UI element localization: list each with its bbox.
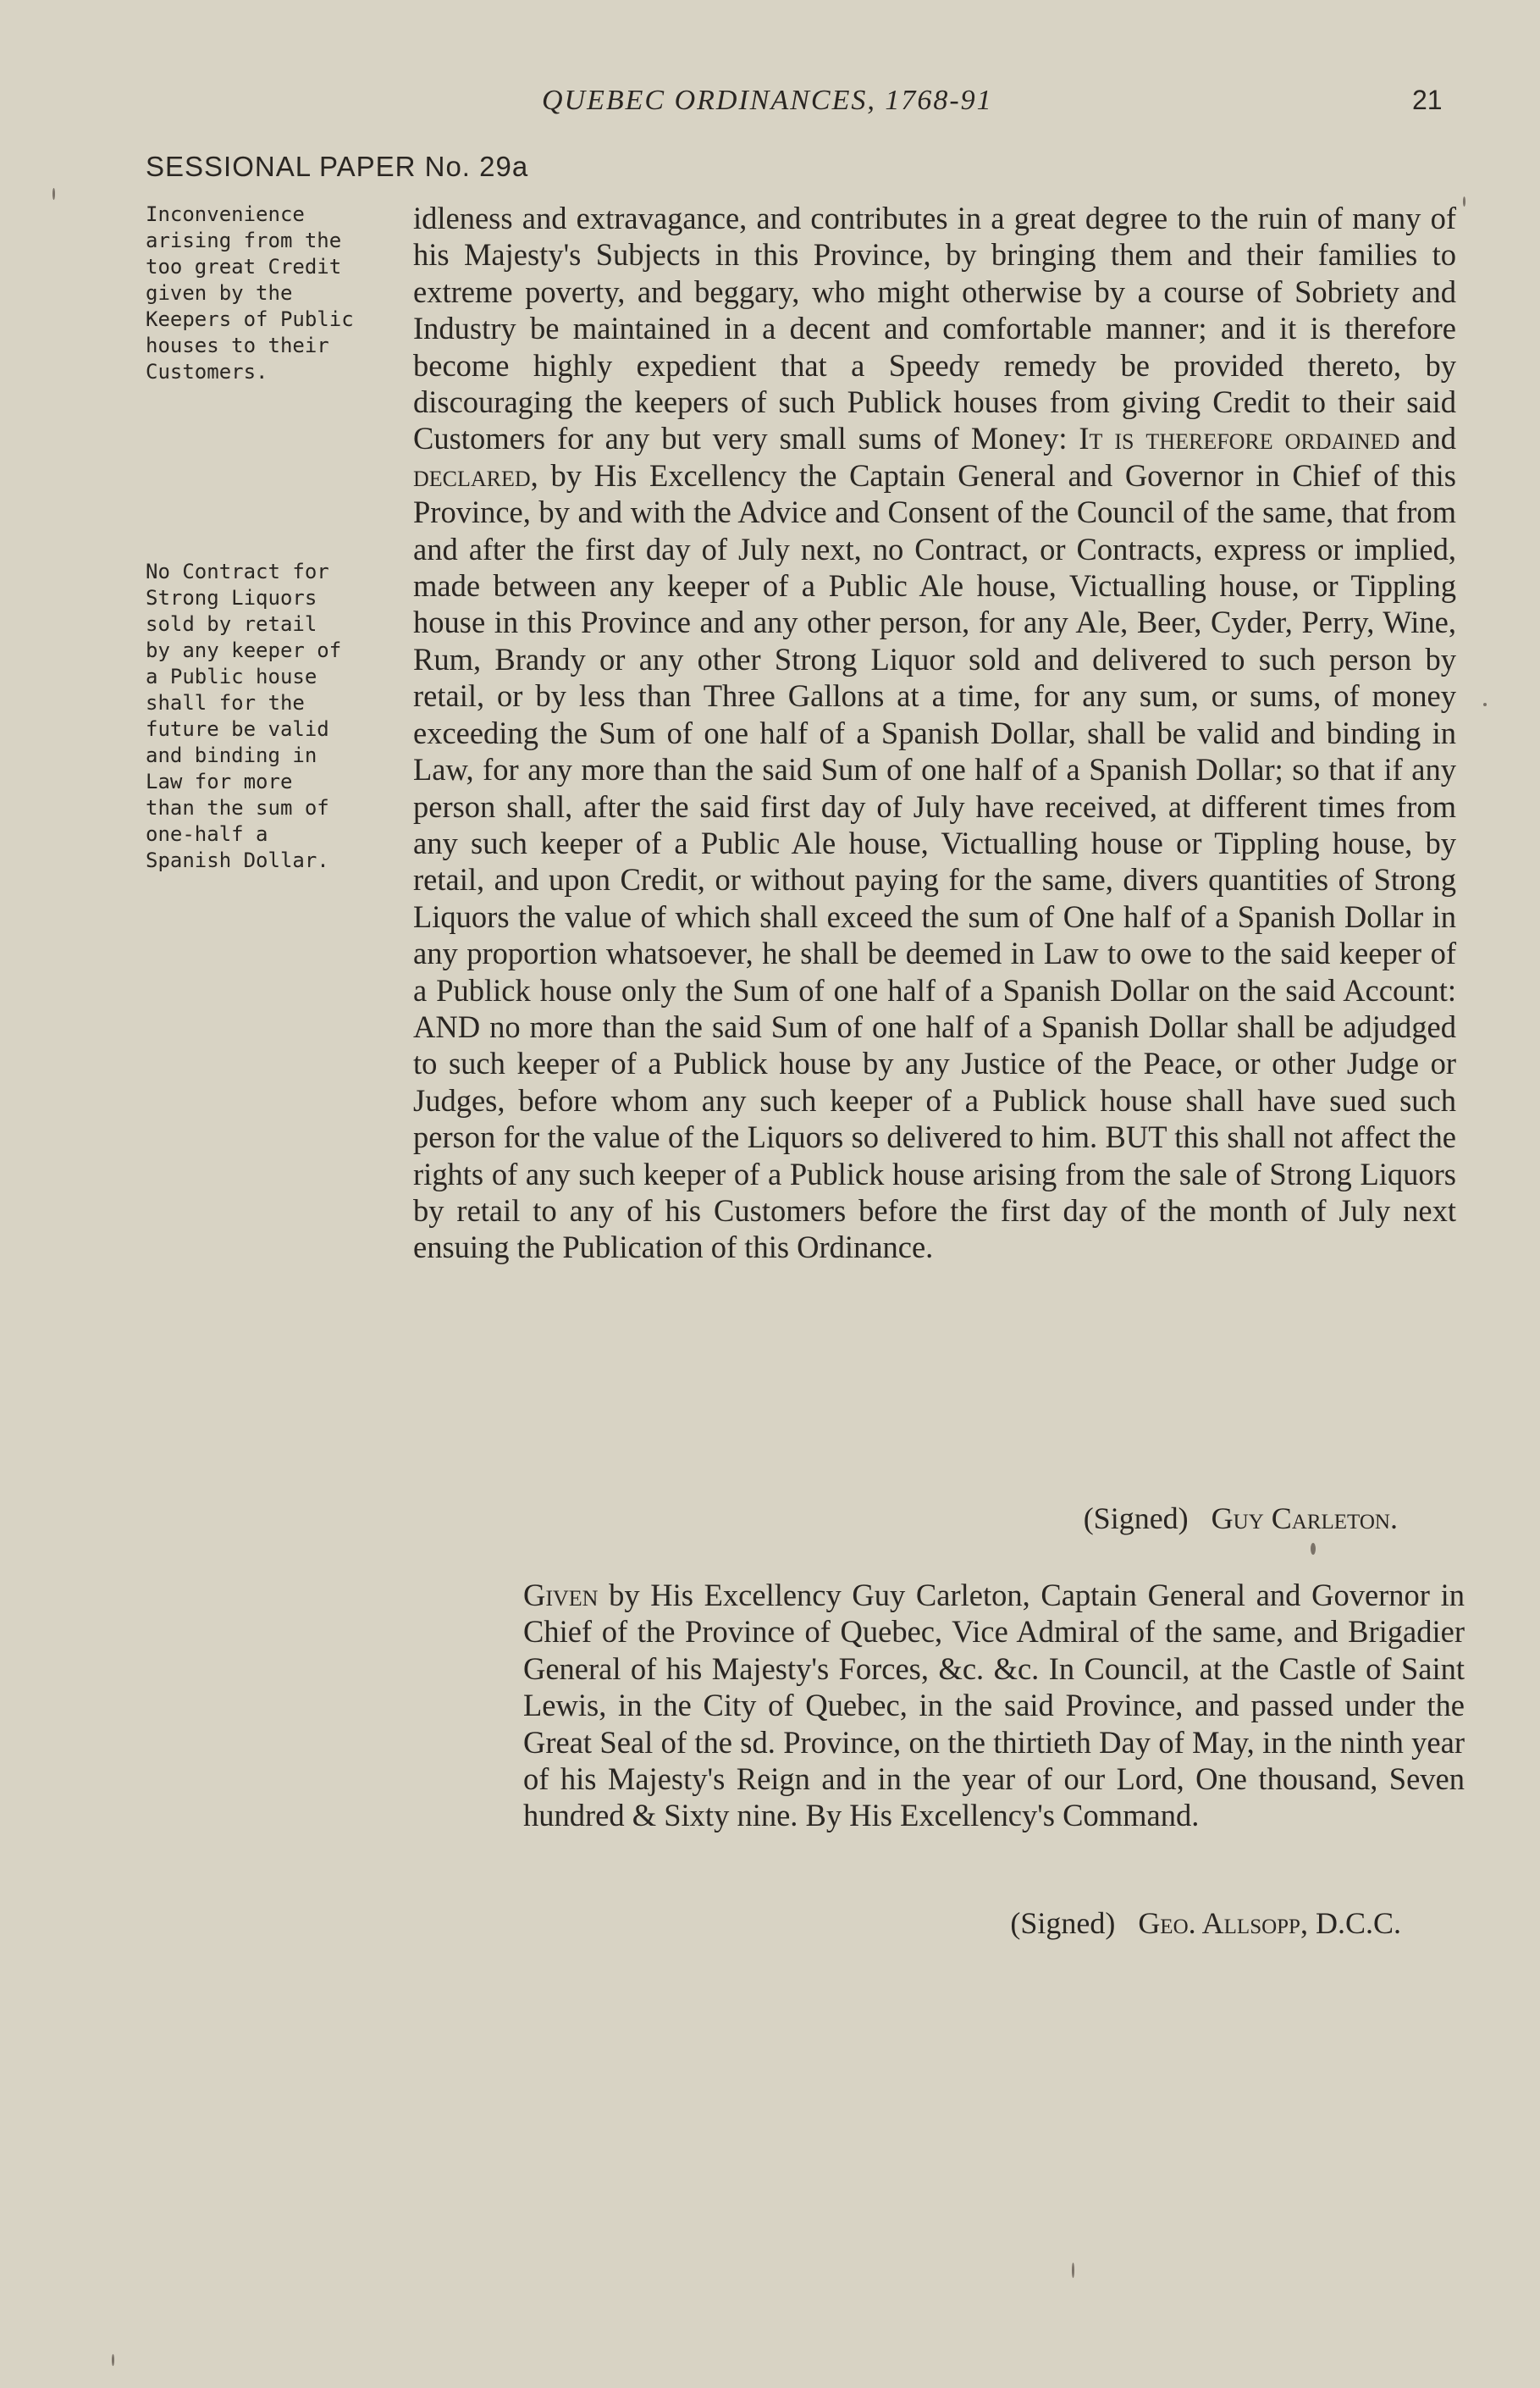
paper-speck <box>1463 196 1465 207</box>
signature-suffix: D.C.C. <box>1315 1906 1401 1940</box>
given-lead: Given <box>523 1578 599 1612</box>
paper-speck <box>1072 2263 1074 2278</box>
paper-speck <box>1483 703 1487 706</box>
body-text-part-1: idleness and extravagance, and contributes in a great degree to the ruin of many of his Majesty's Subjects in this Province, by bringing them and their families to extreme poverty, and beggary, who might otherwise by a course of Sobriety and Industry be maintained in a decent and comfortable manner; and it is therefore become highly expedient that a Speedy remedy be provided thereto, by discouraging the keepers of such Publick houses from giving Credit to their said Customers for any but very small sums of Money: <box>413 201 1456 456</box>
sessional-paper-label: SESSIONAL PAPER No. 29a <box>146 151 529 182</box>
margin-note-contract: No Contract for Strong Liquors sold by retail by any keeper of a Public house shall for the future be valid and binding in Law for more than the sum of one-half a Spanish Dollar. <box>146 560 342 872</box>
paper-speck <box>112 2354 114 2366</box>
margin-note-credit: Inconvenience arising from the too great Credit given by the Keepers of Public houses to their Customers. <box>146 202 354 384</box>
signature-name: Guy Carleton. <box>1211 1501 1398 1535</box>
signature-allsopp <box>1010 1905 1401 1941</box>
signature-name: Geo. Allsopp, <box>1138 1906 1308 1940</box>
ordinance-body <box>413 200 1456 1266</box>
page-number: 21 <box>1412 85 1443 115</box>
body-text-part-2: and <box>1411 421 1456 456</box>
body-smallcaps-declared: declared, <box>413 457 538 493</box>
paper-speck <box>1311 1543 1316 1555</box>
ordinance-paragraph <box>413 200 1456 1266</box>
body-smallcaps-ordained: It is therefore ordained <box>1079 421 1400 456</box>
signature-carleton <box>1084 1501 1398 1536</box>
running-head: QUEBEC ORDINANCES, 1768-91 <box>542 85 993 116</box>
signature-prefix: (Signed) <box>1083 1501 1189 1535</box>
given-paragraph <box>523 1577 1465 1834</box>
body-text-part-3: by His Excellency the Captain General and Governor in Chief of this Province, by and with the Advice and Consent of the Council of the same, that from and after the first day of July next, no Contract, or Contracts, express or implied, made between any keeper of a Public Ale house, Victualling house, or Tippling house in this Province and any other person, for any Ale, Beer, Cyder, Perry, Wine, Rum, Brandy or any other Strong Liquor sold and delivered to such person by retail, or by less than Three Gallons at a time, for any sum, or sums, of money exceeding the Sum of one half of a Spanish Dollar, shall be valid and binding in Law, for any more than the said Sum of one half of a Spanish Dollar; so that if any person shall, after the said first day of July have received, at different times from any such keeper of a Public Ale house, Victualling house or Tippling house, by retail, and upon Credit, or without paying for the same, divers quantities of Strong Liquors the value of which shall exceed the sum of One half of a Spanish Dollar in any proportion whatsoever, he shall be deemed in Law to owe to the said keeper of a Publick house only the Sum of one half of a Spanish Dollar on the said Account: AND no more than the said Sum of one half of a Spanish Dollar shall be adjudged to such keeper of a Publick house by any Justice of the Peace, or other Judge or Judges, before whom any such keeper of a Publick house shall have sued such person for the value of the Liquors so delivered to him. BUT this shall not affect the rights of any such keeper of a Publick house arising from the sale of Strong Liquors by retail to any of his Customers before the first day of the month of July next ensuing the Publication of this Ordinance. <box>413 457 1456 1265</box>
paper-speck <box>52 188 55 200</box>
given-clause <box>523 1577 1465 1834</box>
given-text: by His Excellency Guy Carleton, Captain General and Governor in Chief of the Province of Quebec, Vice Admiral of the same, and Brigadier General of his Majesty's Forces, &c. &c. In Council, at the Castle of Saint Lewis, in the City of Quebec, in the said Province, and passed under the Great Seal of the sd. Province, on the thirtieth Day of May, in the ninth year of his Majesty's Reign and in the year of our Lord, One thousand, Seven hundred & Sixty nine. By His Excellency's Command. <box>523 1578 1465 1833</box>
signature-prefix: (Signed) <box>1010 1906 1116 1940</box>
